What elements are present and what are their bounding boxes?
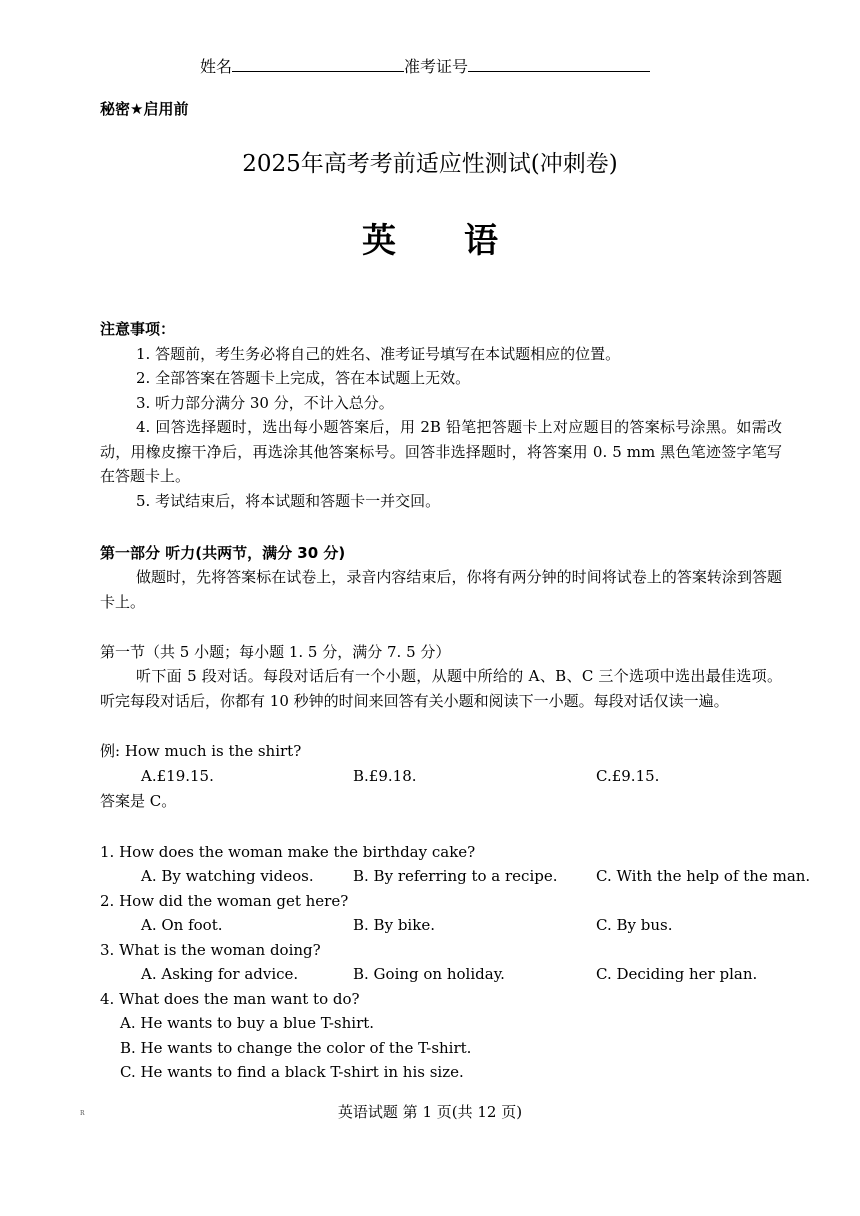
- secret-label: 秘密★启用前: [100, 100, 189, 118]
- example-option-b: B.£9.18.: [353, 767, 417, 785]
- exam-title: 2025年高考考前适应性测试(冲刺卷): [242, 151, 618, 177]
- exam-no-label: 准考证号: [404, 57, 469, 76]
- q1-option-a: A. By watching videos.: [141, 867, 314, 885]
- example-question: 例: How much is the shirt?: [100, 742, 302, 760]
- notice-item-2: 2. 全部答案在答题卡上完成，答在本试题上无效。: [136, 369, 471, 387]
- part1-heading: 第一部分 听力(共两节，满分 30 分): [100, 544, 346, 562]
- q3-option-c: C. Deciding her plan.: [596, 965, 758, 983]
- notice-heading: 注意事项：: [100, 320, 176, 338]
- notice-item-4: 4. 回答选择题时，选出每小题答案后，用 2B 铅笔把答题卡上对应题目的答案标号涂黑。如需改动，用橡皮擦干净后，再选涂其他答案标号。回答非选择题时，将答案用 0. 5 mm 黑色笔迹签字笔写在答题卡上。: [100, 418, 782, 485]
- q4-option-c: C. He wants to find a black T-shirt in his size.: [120, 1063, 464, 1081]
- name-blank: [232, 55, 404, 72]
- q4-option-a: A. He wants to buy a blue T-shirt.: [120, 1014, 375, 1032]
- subject-title: 英 语: [362, 221, 498, 261]
- section1-instruction: 听下面 5 段对话。每段对话后有一个小题，从题中所给的 A、B、C 三个选项中选出最佳选项。听完每段对话后，你都有 10 秒钟的时间来回答有关小题和阅读下一小题。每段对话仅读一遍。: [100, 667, 782, 710]
- example-option-c: C.£9.15.: [596, 767, 660, 785]
- example-option-a: A.£19.15.: [141, 767, 214, 785]
- q4-option-b: B. He wants to change the color of the T-shirt.: [120, 1039, 472, 1057]
- question-1: 1. How does the woman make the birthday cake?: [100, 843, 476, 861]
- page-number: 英语试题 第 1 页(共 12 页): [337, 1103, 523, 1121]
- question-3: 3. What is the woman doing?: [100, 941, 321, 959]
- q1-option-c: C. With the help of the man.: [596, 867, 811, 885]
- exam-no-blank: [468, 55, 650, 72]
- q3-option-a: A. Asking for advice.: [141, 965, 299, 983]
- notice-item-3: 3. 听力部分满分 30 分，不计入总分。: [136, 394, 394, 412]
- name-label: 姓名: [200, 57, 233, 76]
- name-field: [200, 54, 650, 77]
- notice-item-5: 5. 考试结束后，将本试题和答题卡一并交回。: [136, 492, 441, 510]
- question-2: 2. How did the woman get here?: [100, 892, 349, 910]
- footer-mark: R: [80, 1110, 85, 1117]
- section1-heading: 第一节（共 5 小题；每小题 1. 5 分，满分 7. 5 分）: [100, 643, 451, 661]
- q2-option-c: C. By bus.: [596, 916, 673, 934]
- question-4: 4. What does the man want to do?: [100, 990, 360, 1008]
- example-answer: 答案是 C。: [100, 792, 177, 810]
- q1-option-b: B. By referring to a recipe.: [353, 867, 558, 885]
- notice-item-1: 1. 答题前，考生务必将自己的姓名、准考证号填写在本试题相应的位置。: [136, 345, 621, 363]
- part1-instruction: 做题时，先将答案标在试卷上，录音内容结束后，你将有两分钟的时间将试卷上的答案转涂到答题卡上。: [100, 568, 782, 611]
- q2-option-a: A. On foot.: [141, 916, 223, 934]
- q3-option-b: B. Going on holiday.: [353, 965, 505, 983]
- q2-option-b: B. By bike.: [353, 916, 435, 934]
